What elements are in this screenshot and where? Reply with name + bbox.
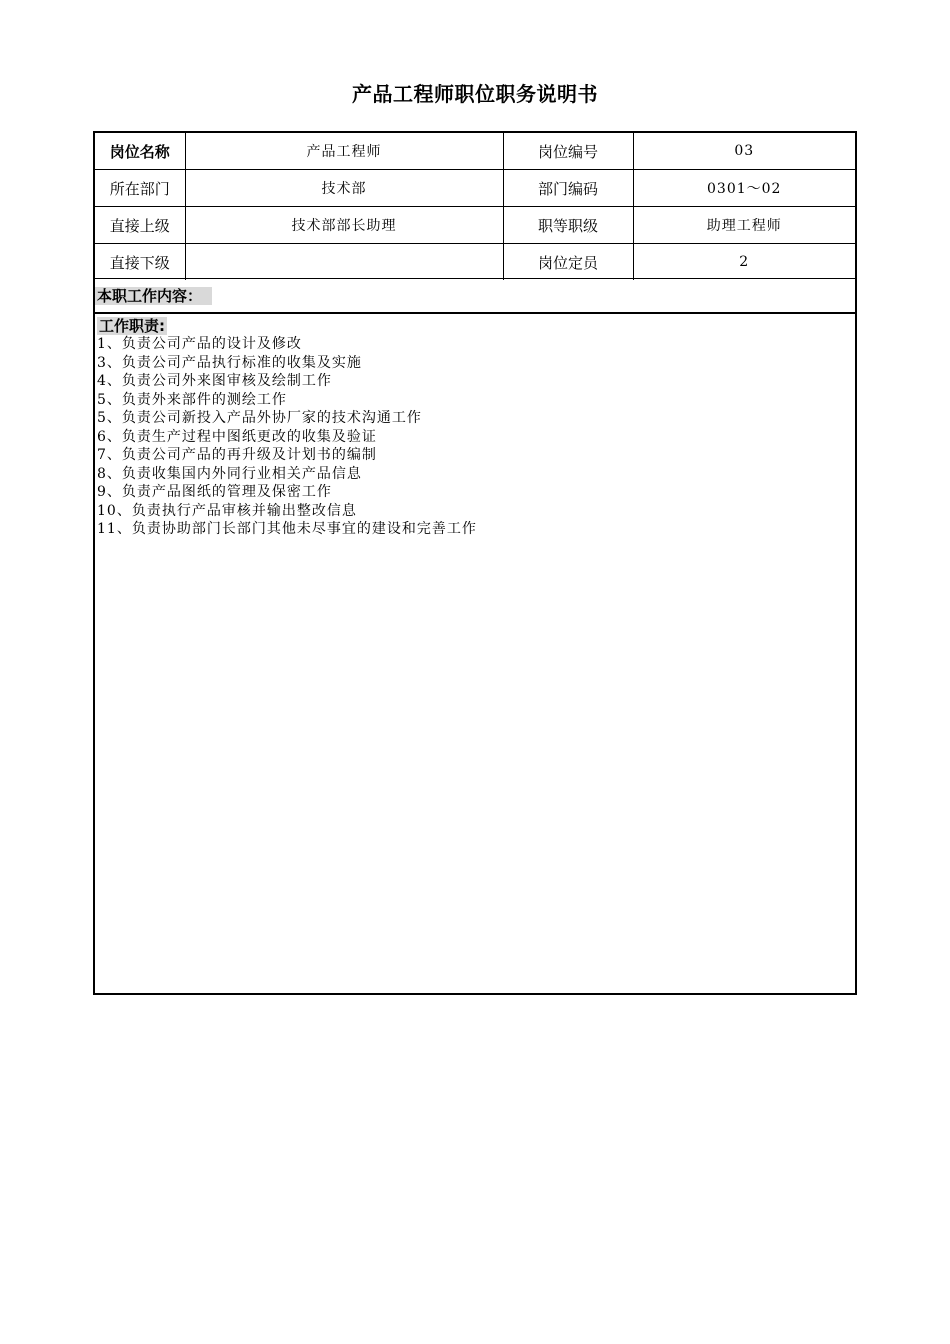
list-item: 7、负责公司产品的再升级及计划书的编制	[97, 447, 377, 463]
job-content-heading: 本职工作内容：	[95, 287, 212, 305]
list-item: 5、负责外来部件的测绘工作	[97, 391, 287, 408]
job-description-form	[93, 131, 857, 995]
list-item: 6、负责生产过程中图纸更改的收集及验证	[97, 428, 377, 445]
direct-subordinate-value	[185, 244, 503, 281]
document-title: 产品工程师职位职务说明书	[352, 82, 598, 106]
department-label: 所在部门	[95, 170, 185, 207]
table-row	[95, 244, 855, 281]
grade-level-label: 职等职级	[503, 207, 633, 244]
duties-section	[97, 316, 853, 539]
list-item: 5、负责公司新投入产品外协厂家的技术沟通工作	[97, 410, 422, 426]
department-code-label: 部门编码	[503, 170, 633, 207]
table-row	[95, 207, 855, 244]
direct-subordinate-label: 直接下级	[95, 244, 185, 281]
table-row	[95, 170, 855, 207]
position-number-value: 03	[633, 133, 855, 170]
duty-list	[97, 335, 853, 539]
list-item: 9、负责产品图纸的管理及保密工作	[97, 484, 332, 500]
direct-superior-label: 直接上级	[95, 207, 185, 244]
department-code-value: 0301～02	[633, 170, 855, 207]
list-item: 4、负责公司外来图审核及绘制工作	[97, 373, 332, 389]
list-item: 3、负责公司产品执行标准的收集及实施	[97, 354, 362, 371]
grade-level-value: 助理工程师	[633, 207, 855, 244]
headcount-value: 2	[739, 254, 750, 270]
table-row	[95, 133, 855, 170]
list-item: 11、负责协助部门长部门其他未尽事宜的建设和完善工作	[97, 521, 477, 537]
direct-superior-value: 技术部部长助理	[185, 207, 503, 244]
list-item: 1、负责公司产品的设计及修改	[97, 336, 302, 352]
position-name-value: 产品工程师	[185, 133, 503, 170]
list-item: 10、负责执行产品审核并输出整改信息	[97, 502, 357, 519]
headcount-label: 岗位定员	[503, 244, 633, 281]
list-item: 8、负责收集国内外同行业相关产品信息	[97, 465, 362, 482]
duties-heading: 工作职责:	[99, 317, 165, 335]
job-content-section	[95, 278, 855, 314]
position-name-label: 岗位名称	[95, 133, 185, 170]
position-number-label: 岗位编号	[503, 133, 633, 170]
department-value: 技术部	[185, 170, 503, 207]
position-info-table	[95, 133, 855, 280]
